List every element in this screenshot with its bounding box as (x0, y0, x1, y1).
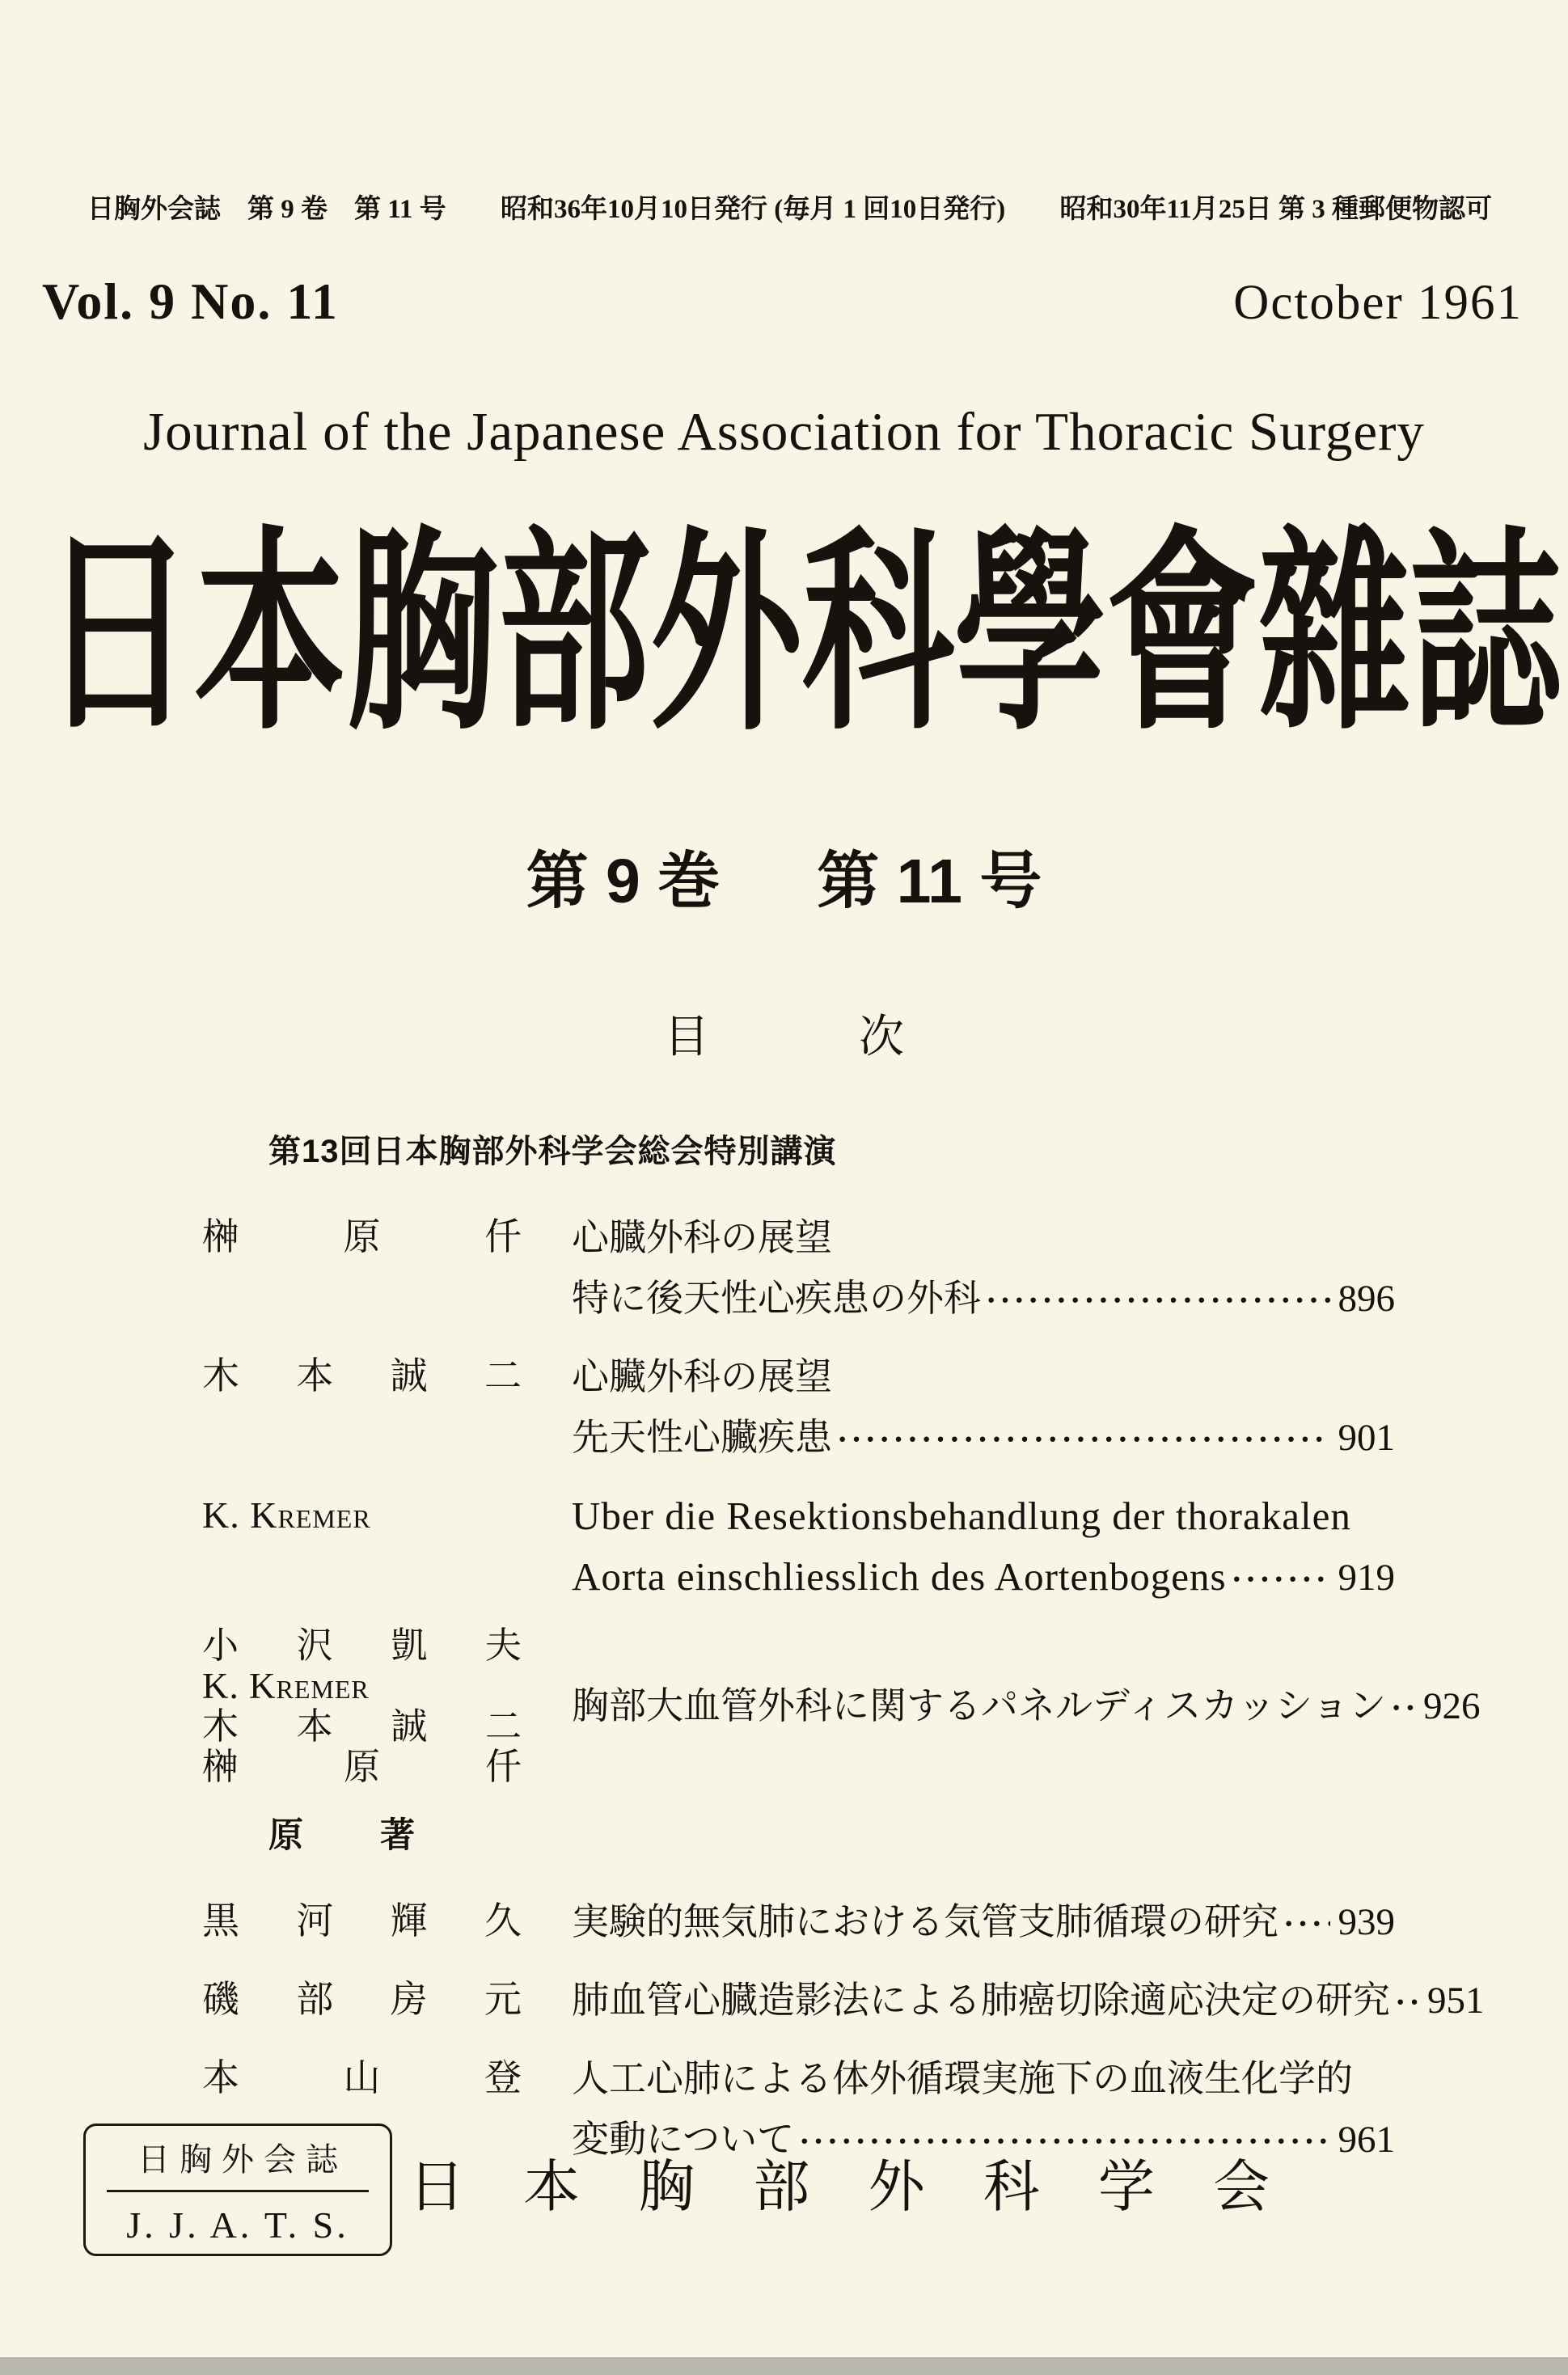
toc-entry-title (572, 1207, 1395, 1330)
toc-section-heading-original-articles (268, 1808, 1395, 1857)
toc-entry-authors (202, 1207, 522, 1330)
toc-entry-authors (202, 1625, 522, 1787)
toc-entry (202, 1891, 1395, 1954)
issue-label-jp: 第 11 号 (817, 847, 1042, 916)
toc-entry-title (572, 1891, 1395, 1954)
volume-number: Vol. 9 No. 11 (42, 273, 339, 330)
volume-date-line (42, 272, 1523, 332)
leader-dots (1395, 1970, 1419, 2032)
leader-dots (1391, 1676, 1415, 1738)
abbreviation-divider (107, 2190, 368, 2192)
toc-section-heading-special-lecture: 第13回日本胸部外科学会総会特別講演 (268, 1134, 837, 1169)
author-name: 磯部房元 (202, 1979, 522, 2020)
toc-entry-title (572, 1676, 1481, 1738)
title-line: 肺血管心臓造影法による肺癌切除適応決定の研究 (572, 1980, 1390, 2021)
title-char: 部 (498, 513, 650, 754)
title-char: 雜 (1258, 513, 1410, 754)
page-number: 939 (1338, 1901, 1395, 1943)
page-number: 901 (1338, 1417, 1395, 1459)
masthead-issue-info: 日胸外会誌 第 9 卷 第 11 号 (87, 195, 446, 224)
title-line: 人工心肺による体外循環実施下の血液生化学的 (572, 2058, 1353, 2099)
author-name: 小沢凱夫 (202, 1625, 522, 1666)
author-name: 榊原仟 (202, 1216, 522, 1257)
title-char: 學 (954, 513, 1106, 754)
toc-entry (202, 1970, 1485, 2032)
leader-dots (1283, 1891, 1330, 1954)
title-line: 心臓外科の展望 (572, 1217, 832, 1258)
journal-abbreviation-en: J. J. A. T. S. (126, 2204, 349, 2246)
toc-entry-authors (202, 1970, 522, 2032)
original-articles-char: 原 (268, 1816, 303, 1855)
toc-entry-authors (202, 1891, 522, 1954)
page-number: 896 (1338, 1278, 1395, 1320)
title-line: 特に後天性心疾患の外科 (572, 1278, 981, 1319)
toc-entry-title (572, 1485, 1395, 1609)
author-name: 木本誠二 (202, 1355, 522, 1397)
author-name: K. Kremer (202, 1494, 371, 1536)
title-char: 科 (802, 513, 954, 754)
page-number: 951 (1427, 1980, 1485, 2022)
original-articles-char: 著 (380, 1816, 415, 1855)
leader-dots (837, 1407, 1330, 1469)
contents-heading (0, 1001, 1568, 1066)
title-line: 胸部大血管外科に関するパネルディスカッション (572, 1684, 1386, 1726)
contents-char: 目 (664, 1012, 709, 1063)
page-number: 961 (1338, 2119, 1395, 2161)
title-char: 外 (650, 513, 802, 754)
title-char: 誌 (1410, 513, 1562, 754)
title-char: 會 (1106, 513, 1258, 754)
author-name: 榊原仟 (202, 1747, 522, 1787)
table-of-contents (202, 1126, 1485, 2187)
title-char: 胸 (346, 513, 498, 754)
society-name: 日本胸部外科学会 (408, 2157, 1270, 2219)
leader-dots (1232, 1547, 1330, 1609)
toc-entry-authors (202, 1346, 522, 1469)
title-line: Aorta einschliesslich des Aortenbogens (572, 1554, 1227, 1599)
volume-issue-line (0, 831, 1568, 921)
title-line: 先天性心臟疾患 (572, 1417, 832, 1458)
author-name: 本山登 (202, 2057, 522, 2098)
toc-entry-authors (202, 1485, 522, 1609)
toc-entry-title (572, 1346, 1395, 1469)
page-number: 919 (1338, 1557, 1395, 1599)
page-number: 926 (1422, 1684, 1481, 1727)
title-line: 実験的無気肺における気管支肺循環の研究 (572, 1901, 1278, 1942)
toc-entry (202, 1485, 1395, 1609)
issue-month-year: October 1961 (1233, 276, 1523, 330)
toc-entry (202, 1625, 1481, 1787)
journal-title-jp (42, 513, 1562, 754)
author-name: K. Kremer (202, 1666, 370, 1706)
title-char: 日 (42, 513, 194, 754)
contents-char: 次 (859, 1012, 904, 1063)
journal-abbreviation-box (83, 2124, 392, 2256)
masthead (87, 188, 1492, 226)
toc-entry (202, 1346, 1395, 1469)
author-name: 黒河輝久 (202, 1900, 522, 1942)
masthead-publication-info: 昭和36年10月10日発行 (毎月 1 回10日発行) (501, 195, 1006, 224)
toc-entry (202, 1207, 1395, 1330)
journal-abbreviation-jp: 日胸外会誌 (137, 2140, 348, 2178)
title-line: 心臟外科の展望 (572, 1356, 832, 1397)
author-name: 木本誠二 (202, 1706, 522, 1747)
title-char: 本 (194, 513, 346, 754)
leader-dots (986, 1268, 1330, 1330)
journal-title-en: Journal of the Japanese Association for Thoracic Surgery (143, 402, 1425, 462)
page-edge-shadow (0, 2357, 1568, 2375)
title-line: 変動について (572, 2119, 795, 2160)
volume-label-jp: 第 9 巻 (526, 847, 721, 916)
toc-entry-title (572, 1970, 1485, 2032)
masthead-postal-approval: 昭和30年11月25日 第 3 種郵便物認可 (1059, 195, 1492, 224)
title-line: Uber die Resektionsbehandlung der thorakalen (572, 1494, 1351, 1538)
